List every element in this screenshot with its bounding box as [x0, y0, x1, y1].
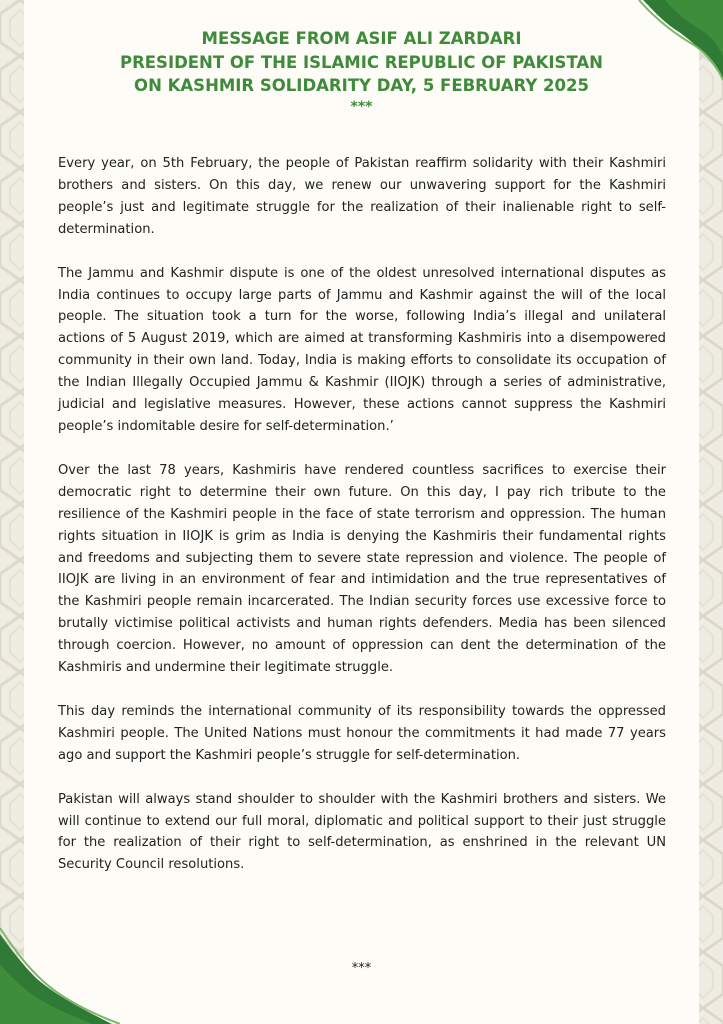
message-heading [0, 27, 723, 116]
footer-separator-stars: *** [351, 961, 372, 976]
paragraph-1: Every year, on 5th February, the people of Pakistan reaffirm solidarity with their Kashmiri brothers and sisters. On this day, we renew our unwavering support for the Kashmiri people’s just and legitimate struggle for the realization of their inalienable right to self-determination. [58, 156, 666, 237]
heading-line-2: PRESIDENT OF THE ISLAMIC REPUBLIC OF PAKISTAN [119, 52, 603, 72]
heading-line-3: ON KASHMIR SOLIDARITY DAY, 5 FEBRUARY 2025 [134, 76, 589, 95]
message-body [58, 153, 666, 898]
paragraph-3: Over the last 78 years, Kashmiris have rendered countless sacrifices to exercise their democratic right to determine their own future. On this day, I pay rich tribute to the resilience of the Kashmiri people in the face of state terrorism and oppression. The human rights situation in IIOJK is grim as India is denying the Kashmiris their fundamental rights and freedoms and subjecting them to severe state repression and violence. The people of IIOJK are living in an environment of fear and intimidation and the true representatives of the Kashmiri people remain incarcerated. The Indian security forces use excessive force to brutally victimise political activists and human rights defenders. Media has been silenced through coercion. However, no amount of oppression can dent the determination of the Kashmiris and undermine their legitimate struggle. [58, 462, 666, 676]
paragraph-5: Pakistan will always stand shoulder to shoulder with the Kashmiri brothers and sisters. We will continue to extend our full moral, diplomatic and political support to their just struggle for the realization of their right to self-determination, as enshrined in the relevant UN Security Council resolutions. [58, 791, 666, 873]
paragraph-2: The Jammu and Kashmir dispute is one of the oldest unresolved international disputes as India continues to occupy large parts of Jammu and Kashmir against the will of the local people. The situation took a turn for the worse, following India’s illegal and unilateral actions of 5 August 2019, which are aimed at transforming Kashmiris into a disempowered community in their own land. Today, India is making efforts to consolidate its occupation of the Indian Illegally Occupied Jammu & Kashmir (IIOJK) through a series of administrative, judicial and legislative measures. However, these actions cannot suppress the Kashmiri people’s indomitable desire for self-determination.’ [58, 265, 666, 434]
heading-separator-stars: *** [350, 98, 373, 115]
paragraph-4: This day reminds the international community of its responsibility towards the oppressed Kashmiri people. The United Nations must honour the commitments it had made 77 years ago and support the Kashmiri people’s struggle for self-determination. [58, 703, 666, 763]
heading-line-1: MESSAGE FROM ASIF ALI ZARDARI [201, 29, 522, 48]
